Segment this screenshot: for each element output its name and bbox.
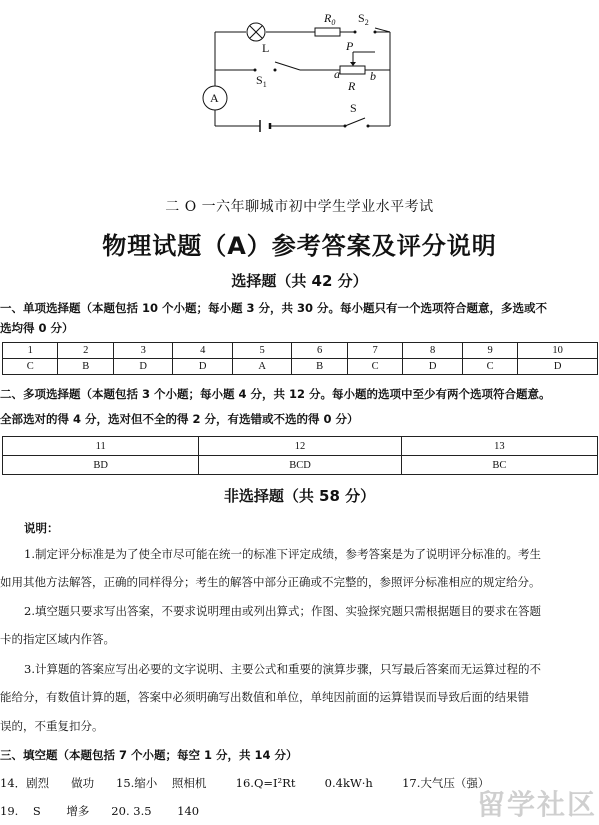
note3-line2: 能给分，有数值计算的题，答案中必须明确写出数值和单位，单纯因前面的运算错误而导致后面的结果错 — [0, 690, 529, 704]
table-row-answers — [3, 359, 598, 375]
table-cell: 8 — [403, 343, 462, 359]
table-row-numbers — [3, 343, 598, 359]
page-title: 物理试题（A）参考答案及评分说明 — [102, 232, 497, 260]
label-a: a — [334, 67, 340, 81]
part2-title-line1: 二、多项选择题（本题包括 3 个小题；每小题 4 分，共 12 分。每小题的选项中至少有两个选项符合题意。 — [0, 387, 551, 401]
table-cell: C — [3, 359, 58, 375]
note3-line3: 误的，不重复扣分。 — [0, 719, 104, 733]
table-cell: 7 — [347, 343, 402, 359]
label-S2: $S_2$ — [358, 11, 369, 27]
table-cell: BCD — [199, 456, 401, 475]
part2-title-line2: 全部选对的得 4 分，选对但不全的得 2 分，有选错或不选的得 0 分） — [0, 412, 359, 426]
table-cell: 5 — [232, 343, 291, 359]
label-b: b — [370, 69, 376, 83]
table-cell: C — [462, 359, 517, 375]
table-cell: C — [347, 359, 402, 375]
table-cell: 12 — [199, 437, 401, 456]
part1-title-line1: 一、单项选择题（本题包括 10 个小题；每小题 3 分，共 30 分。每小题只有一个选项符合题意，多选或不 — [0, 301, 548, 315]
label-R: R — [348, 79, 356, 93]
part2-answer-table — [2, 436, 598, 475]
label-P: P — [346, 39, 354, 53]
label-L: L — [262, 41, 270, 55]
table-cell: D — [518, 359, 598, 375]
table-cell: BC — [401, 456, 597, 475]
note2-line2: 卡的指定区域内作答。 — [0, 632, 115, 646]
table-cell: 10 — [518, 343, 598, 359]
label-R0: $R_0$ — [324, 11, 336, 27]
table-cell: A — [232, 359, 291, 375]
table-cell: 9 — [462, 343, 517, 359]
part3-title: 三、填空题（本题包括 7 个小题；每空 1 分，共 14 分） — [0, 748, 298, 762]
table-cell: D — [173, 359, 232, 375]
note-label: 说明： — [24, 521, 59, 535]
part1-answer-table — [2, 342, 598, 375]
label-S: S — [350, 101, 357, 115]
note3-line1: 3.计算题的答案应写出必要的文字说明、主要公式和重要的演算步骤，只写最后答案而无运算过程的不 — [24, 662, 541, 676]
watermark-logo: 留学社区 — [476, 788, 597, 821]
table-cell: 3 — [113, 343, 172, 359]
exam-subtitle: 二 O 一六年聊城市初中学生学业水平考试 — [165, 199, 434, 215]
table-cell: D — [113, 359, 172, 375]
note1-line1: 1.制定评分标准是为了使全市尽可能在统一的标准下评定成绩，参考答案是为了说明评分标准的。考生 — [24, 547, 541, 561]
part3-answers-line1: 14．剧烈 做功 15.缩小 照相机 16.Q=I²Rt 0.4kW·h 17.大气压（强） — [0, 776, 490, 790]
table-cell: 2 — [58, 343, 113, 359]
table-row-numbers — [3, 437, 598, 456]
note2-line1: 2.填空题只要求写出答案，不要求说明理由或列出算式；作图、实验探究题只需根据题目的要求在答题 — [24, 604, 541, 618]
table-cell: 11 — [3, 437, 199, 456]
ammeter-label: A — [210, 91, 219, 105]
table-cell: BD — [3, 456, 199, 475]
table-row-answers — [3, 456, 598, 475]
part1-title-line2: 选均得 0 分） — [0, 321, 74, 335]
table-cell: 4 — [173, 343, 232, 359]
table-cell: B — [292, 359, 347, 375]
circuit-diagram — [190, 0, 420, 150]
table-cell: 13 — [401, 437, 597, 456]
table-cell: 1 — [3, 343, 58, 359]
table-cell: B — [58, 359, 113, 375]
part3-answers-line2: 19. S 增多 20. 3.5 140 — [0, 804, 200, 818]
table-cell: 6 — [292, 343, 347, 359]
label-S1: $S_1$ — [256, 73, 267, 89]
choice-heading: 选择题（共 42 分） — [231, 272, 368, 290]
table-cell: D — [403, 359, 462, 375]
nonchoice-heading: 非选择题（共 58 分） — [223, 487, 376, 505]
note1-line2: 如用其他方法解答，正确的同样得分；考生的解答中部分正确或不完整的，参照评分标准相应的规定给分。 — [0, 575, 541, 589]
